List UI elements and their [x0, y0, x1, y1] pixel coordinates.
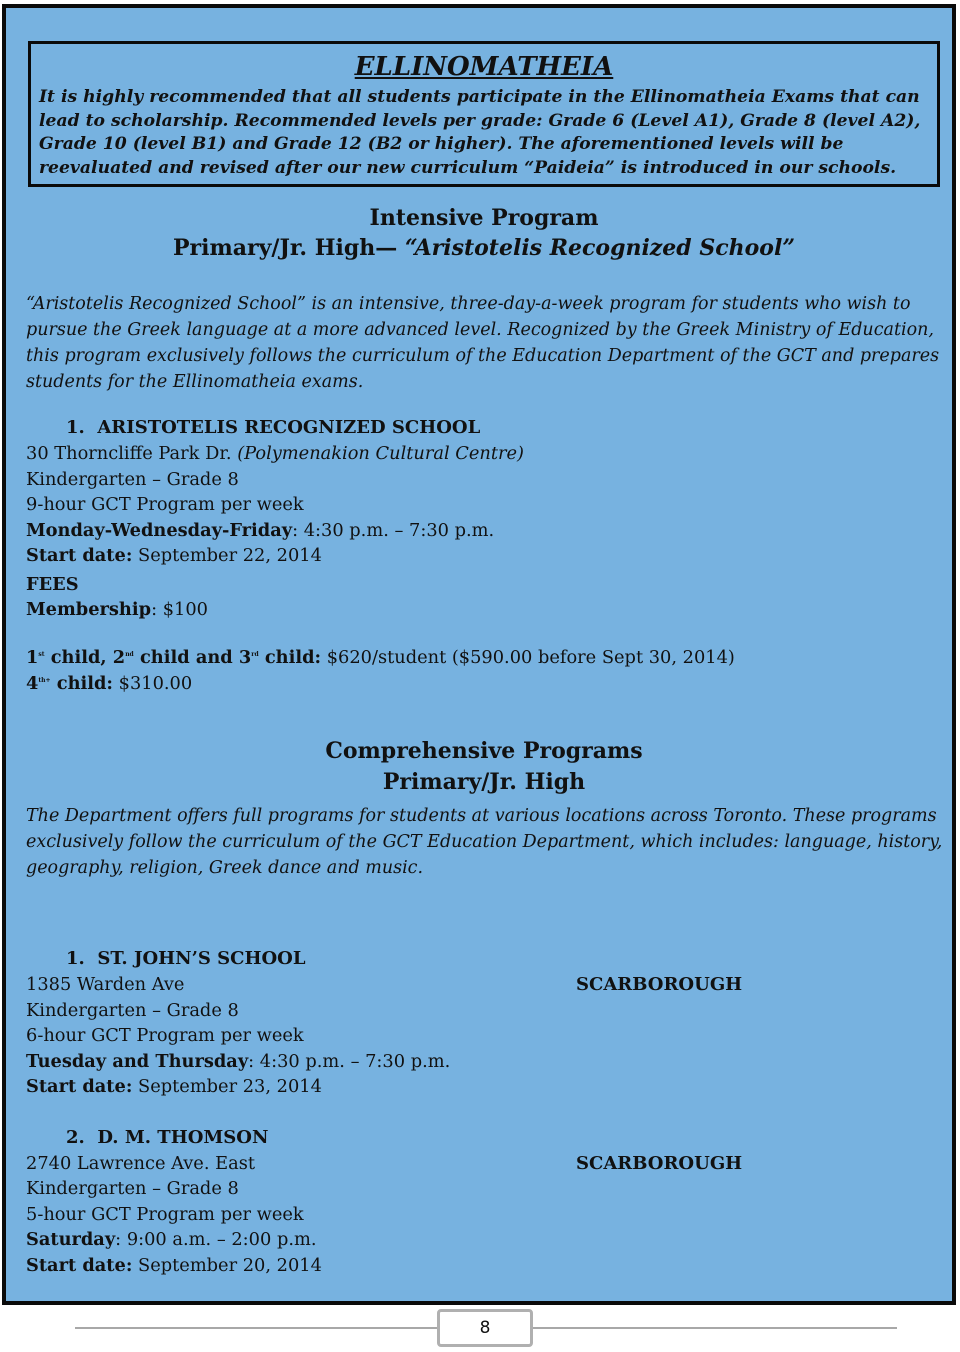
days-time: : 9:00 a.m. – 2:00 p.m.	[115, 1229, 317, 1250]
comprehensive-heading: Comprehensive Programs	[325, 738, 643, 764]
page-number: 8	[437, 1309, 533, 1347]
dm-thomson-hours: 5-hour GCT Program per week	[26, 1204, 304, 1225]
st-johns-address: 1385 Warden Ave	[26, 974, 185, 995]
address-text: 30 Thorncliffe Park Dr.	[26, 443, 238, 464]
start-value: September 22, 2014	[132, 545, 322, 566]
st-johns-grades: Kindergarten – Grade 8	[26, 1000, 239, 1021]
child-fee-label	[26, 647, 321, 668]
footer-line-right	[533, 1327, 897, 1329]
fees-heading-text: FEES	[26, 574, 79, 595]
comprehensive-subheading: Primary/Jr. High	[382, 769, 586, 795]
st-johns-start-date	[26, 1076, 322, 1097]
aristotelis-grades: Kindergarten – Grade 8	[26, 469, 239, 490]
start-label: Start date:	[26, 1076, 133, 1097]
child-fees	[26, 647, 735, 668]
st-johns-city: SCARBOROUGH	[576, 974, 743, 995]
c4-sup: th+	[38, 677, 51, 684]
intensive-paragraph: “Aristotelis Recognized School” is an intensive, three-day-a-week program for students who wish to pursue the Greek language at a more advanced level. Recognized by the Greek Ministry of Education, this program exclusively follows the curriculum of the Education Department of the GCT and prepares students for the Ellinomatheia exams.	[26, 294, 940, 392]
fees-heading	[26, 574, 79, 595]
dm-thomson-address: 2740 Lawrence Ave. East	[26, 1153, 255, 1174]
fourth-child-label	[26, 673, 113, 694]
intensive-subheading	[6, 235, 960, 261]
c1: 1	[26, 647, 39, 668]
c4: 4	[26, 673, 39, 694]
st-johns-schedule	[26, 1051, 450, 1072]
aristotelis-schedule	[26, 520, 494, 541]
st-johns-heading	[66, 948, 306, 969]
days-time: : 4:30 p.m. – 7:30 p.m.	[292, 520, 495, 541]
intensive-subheading-school: “Aristotelis Recognized School”	[404, 235, 795, 261]
membership-fee	[26, 599, 208, 620]
membership-value: : $100	[151, 599, 208, 620]
days-label: Monday-Wednesday-Friday	[26, 520, 293, 541]
days-time: : 4:30 p.m. – 7:30 p.m.	[248, 1051, 451, 1072]
footer-line-left	[75, 1327, 437, 1329]
c4-end: child:	[50, 673, 113, 694]
membership-label: Membership	[26, 599, 152, 620]
c-end: child:	[258, 647, 322, 668]
school-name: D. M. THOMSON	[97, 1127, 269, 1148]
intensive-heading: Intensive Program	[369, 205, 599, 231]
page-frame	[2, 4, 956, 1305]
c1-sup: st	[38, 651, 45, 658]
school-number: 2.	[66, 1127, 85, 1148]
address-note: (Polymenakion Cultural Centre)	[237, 443, 524, 464]
c3-sup: rd	[251, 651, 259, 658]
dm-thomson-grades: Kindergarten – Grade 8	[26, 1178, 239, 1199]
c3: child and 3	[133, 647, 252, 668]
aristotelis-hours: 9-hour GCT Program per week	[26, 494, 304, 515]
dm-thomson-start-date	[26, 1255, 322, 1276]
aristotelis-start-date	[26, 545, 322, 566]
intensive-subheading-prefix: Primary/Jr. High—	[173, 235, 405, 261]
c2: child, 2	[44, 647, 126, 668]
start-value: September 23, 2014	[132, 1076, 322, 1097]
c2-sup: nd	[125, 651, 134, 658]
days-label: Saturday	[26, 1229, 116, 1250]
st-johns-hours: 6-hour GCT Program per week	[26, 1025, 304, 1046]
start-label: Start date:	[26, 1255, 133, 1276]
ellinomatheia-text: It is highly recommended that all students participate in the Ellinomatheia Exams that can lead to scholarship. Recommended levels per grade: Grade 6 (Level A1), Grade 8 (level A2), Grade 10 (level B1) and Grade 12 (B2 or higher). The aforementioned levels will be reevaluated and revised after our new curriculum “Paideia” is introduced in our schools.	[39, 87, 921, 178]
child-fee-value: $620/student ($590.00 before Sept 30, 2014)	[321, 647, 735, 668]
school-name: ST. JOHN’S SCHOOL	[97, 948, 306, 969]
school-number: 1.	[66, 948, 85, 969]
school-number: 1.	[66, 417, 85, 438]
school-name: ARISTOTELIS RECOGNIZED SCHOOL	[97, 417, 481, 438]
fourth-child-value: $310.00	[113, 673, 193, 694]
ellinomatheia-title: ELLINOMATHEIA	[354, 52, 614, 82]
start-value: September 20, 2014	[132, 1255, 322, 1276]
aristotelis-address	[26, 443, 524, 464]
dm-thomson-city: SCARBOROUGH	[576, 1153, 743, 1174]
comprehensive-paragraph: The Department offers full programs for students at various locations across Toronto. These programs exclusively follow the curriculum of the GCT Education Department, which includes: language, history, geography, religion, Greek dance and music.	[26, 806, 943, 878]
aristotelis-school-heading	[66, 417, 480, 438]
days-label: Tuesday and Thursday	[26, 1051, 249, 1072]
start-label: Start date:	[26, 545, 133, 566]
dm-thomson-heading	[66, 1127, 268, 1148]
fourth-child-fee	[26, 673, 192, 694]
ellinomatheia-box	[28, 41, 940, 187]
dm-thomson-schedule	[26, 1229, 317, 1250]
